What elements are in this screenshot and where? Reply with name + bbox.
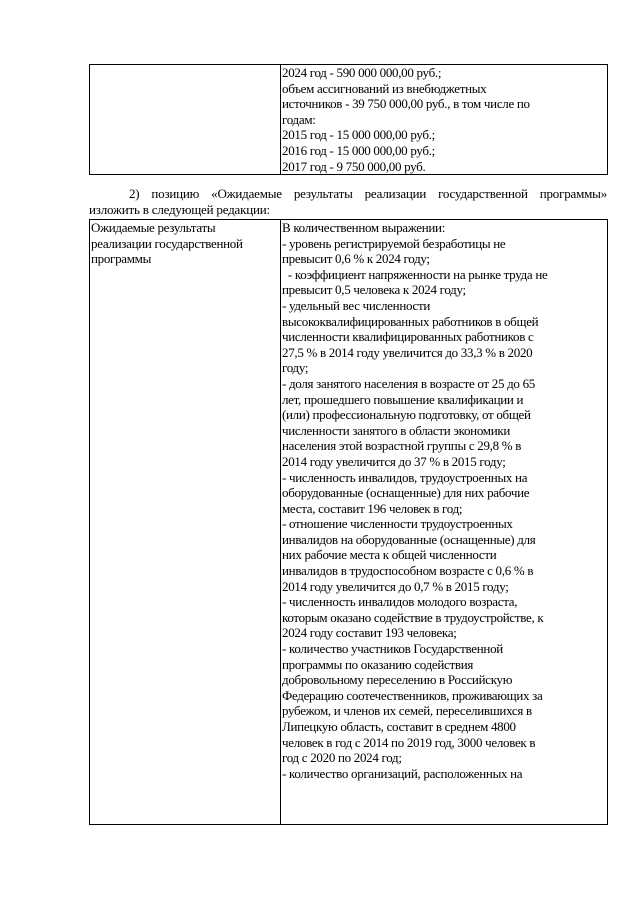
text-line: добровольному переселению в Российскую xyxy=(282,672,513,688)
table-row xyxy=(90,65,608,175)
results-value-cell xyxy=(281,220,608,825)
text-line: человек в год с 2014 по 2019 год, 3000 человек в xyxy=(282,734,536,750)
text-line: 2015 год - 15 000 000,00 руб.; xyxy=(282,127,435,143)
text-line: численности квалифицированных работников с xyxy=(282,329,534,345)
expected-results-table xyxy=(89,219,608,825)
text-line: 2016 год - 15 000 000,00 руб.; xyxy=(282,142,435,158)
text-line: год с 2020 по 2024 год; xyxy=(282,750,402,766)
text-line: превысит 0,5 человека к 2024 году; xyxy=(282,282,466,298)
text-line: - уровень регистрируемой безработицы не xyxy=(282,235,506,251)
paragraph-text: 2) позицию «Ожидаемые результаты реализации государственной программы» изложить в следующей редакции: xyxy=(89,186,607,217)
text-line: (или) профессиональную подготовку, от общей xyxy=(282,407,531,423)
text-line: которым оказано содействие в трудоустройстве, к xyxy=(282,609,544,625)
text-line: - доля занятого населения в возрасте от 25 до 65 xyxy=(282,375,535,391)
label-line: реализации государственной xyxy=(91,235,243,251)
text-line: лет, прошедшего повышение квалификации и xyxy=(282,391,524,407)
text-line: населения этой возрастной группы с 29,8 % в xyxy=(282,438,522,454)
text-line: - коэффициент напряженности на рынке труда не xyxy=(282,266,548,282)
text-line: высококвалифицированных работников в общей xyxy=(282,313,539,329)
text-line: - количество участников Государственной xyxy=(282,641,503,657)
text-line: - отношение численности трудоустроенных xyxy=(282,516,513,532)
funding-label-cell xyxy=(90,65,281,175)
results-label-cell xyxy=(90,220,281,825)
text-line: превысит 0,6 % к 2024 году; xyxy=(282,251,430,267)
text-line: рубежом, и членов их семей, переселившихся в xyxy=(282,703,532,719)
text-line: - количество организаций, расположенных на xyxy=(282,765,523,781)
text-line: Липецкую область, составит в среднем 4800 xyxy=(282,719,516,734)
text-line: 2024 год - 590 000 000,00 руб.; xyxy=(282,65,442,80)
funding-value-cell xyxy=(281,65,608,175)
text-line: В количественном выражении: xyxy=(282,220,446,235)
funding-table xyxy=(89,64,608,175)
text-line: инвалидов в трудоспособном возрасте с 0,6 % в xyxy=(282,563,534,579)
label-line: программы xyxy=(91,251,152,267)
text-line: году; xyxy=(282,360,309,376)
text-line: Федерацию соотечественников, проживающих за xyxy=(282,687,543,703)
text-line: 27,5 % в 2014 году увеличится до 33,3 % в 2020 xyxy=(282,344,533,360)
text-line: оборудованные (оснащенные) для них рабочие xyxy=(282,485,530,501)
text-line: - численность инвалидов, трудоустроенных на xyxy=(282,469,528,485)
text-line: программы по оказанию содействия xyxy=(282,656,474,672)
table-row xyxy=(90,220,608,825)
text-line: годам: xyxy=(282,111,316,127)
text-line: 2014 году увеличится до 0,7 % в 2015 году; xyxy=(282,578,509,594)
text-line: места, составит 196 человек в год; xyxy=(282,500,463,516)
text-line: инвалидов на оборудованные (оснащенные) для xyxy=(282,531,536,547)
text-line: источников - 39 750 000,00 руб., в том числе по xyxy=(282,96,530,112)
label-line: Ожидаемые результаты xyxy=(91,220,216,235)
text-line: - удельный вес численности xyxy=(282,297,431,313)
text-line: численности занятого в области экономики xyxy=(282,422,511,438)
text-line: объем ассигнований из внебюджетных xyxy=(282,80,487,96)
text-line: 2017 год - 9 750 000,00 руб. xyxy=(282,158,426,174)
amendment-paragraph xyxy=(89,186,607,217)
text-line: 2014 году увеличится до 37 % в 2015 году; xyxy=(282,453,506,469)
text-line: - численность инвалидов молодого возраста, xyxy=(282,594,518,610)
text-line: них рабочие места к общей численности xyxy=(282,547,497,563)
text-line: 2024 году составит 193 человека; xyxy=(282,625,457,641)
